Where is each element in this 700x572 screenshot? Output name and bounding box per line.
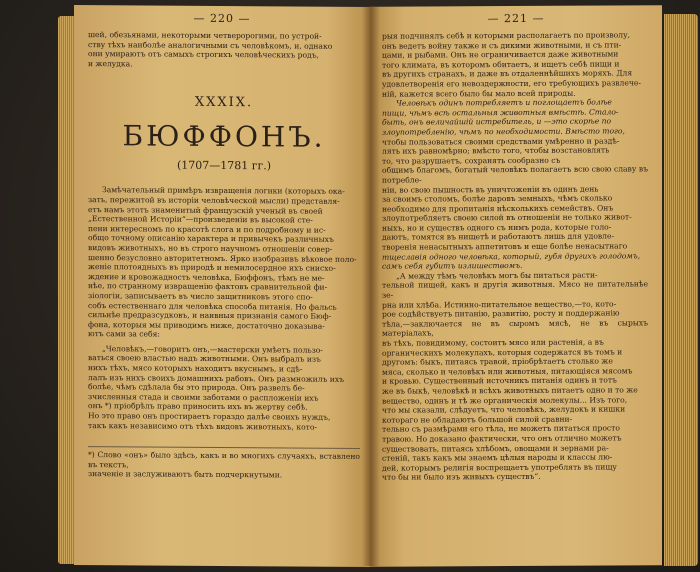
text-line: видовъ животныхъ, но въ строго научномъ отношеніи совер-	[88, 243, 333, 254]
text-line: лалъ изъ нихъ своихъ домашнихъ рабовъ. Онъ размножилъ ихъ	[88, 372, 344, 384]
right-page-edges	[664, 14, 698, 566]
text-line: ваться своею властью надъ животными. Онъ выбралъ изъ	[88, 353, 321, 365]
left-page-number: — 220 —	[193, 11, 251, 26]
text-line: пищи, чѣмъ всѣ остальныя животныя вмѣстѣ. Стало-	[382, 107, 619, 118]
left-body-paragraph	[88, 185, 360, 340]
text-line: „Естественной Исторіи“—произведеніи въ высокой сте-	[88, 214, 313, 225]
text-line: ній, кажется всего было бы мало всей природы.	[382, 88, 576, 99]
text-line: ныхъ, но и существъ одного съ нимъ рода, которые голо-	[382, 222, 612, 233]
text-line: и желудка.	[88, 58, 133, 69]
text-line: другомъ: быкъ, питаясь травой, пріобрѣтаетъ столько же	[382, 356, 613, 367]
text-line: и кровью. Существенный источникъ питанія одинъ и тотъ	[382, 375, 617, 387]
text-line: существовать, питаясь хлѣбомъ, овощами и зернами ра-	[382, 443, 609, 454]
text-line: женіе плотоядныхъ въ природѣ и немилосердное ихъ снисхо-	[88, 262, 336, 273]
right-page-number: — 221 —	[487, 11, 545, 26]
chapter-number: XXXIX.	[194, 95, 254, 111]
text-line: онъ ведетъ войну также и съ дикими животными, и съ пти-	[382, 40, 622, 51]
text-line: быть, онъ величайшій истребитель, и —это скорѣе по	[382, 116, 612, 128]
text-line: того климата, въ которомъ обитаетъ, и ищетъ себѣ пищи и	[382, 59, 620, 70]
text-line: тщеславія одного человѣка, который, губя другихъ голодомъ,	[382, 251, 641, 262]
text-line: пени интересномъ по красотѣ слога и по подробному и ис-	[88, 223, 326, 235]
text-line: ніи, во свою пышность въ уничтоженіи въ одинъ день	[382, 184, 599, 195]
text-line: болѣе, чѣмъ сдѣлала бы это природа. Онъ развелъ бе-	[88, 382, 305, 393]
text-line: за своимъ столомъ, болѣе даровъ земныхъ, чѣмъ сколько	[382, 193, 613, 204]
text-line: злоупотребленію, чѣмъ по необходимости. Вмѣсто того,	[382, 126, 625, 137]
text-line: Замѣчательный примѣръ извращенія логики (которыхъ ока-	[102, 185, 345, 197]
text-line: самъ себя губитъ излишествомъ.	[382, 261, 523, 271]
text-line: цами, и рыбами. Онъ не ограничивается даже животными	[382, 49, 619, 60]
text-line: въ тѣхъ, повидимому, состоитъ мясо или растенія, а въ	[382, 337, 604, 348]
text-line: въ другихъ странахъ, и даже въ отдаленнѣйшихъ моряхъ. Для	[382, 68, 633, 80]
text-line: Но это право онъ простираетъ гораздо далѣе своихъ нуждъ,	[88, 411, 331, 422]
text-line: Человѣкъ одинъ потребляетъ и поглощаетъ болѣе	[396, 97, 612, 108]
right-body-text	[382, 30, 648, 482]
text-line: нѣе, по странному извращенію фактовъ сравнительной фи-	[88, 281, 328, 293]
text-line: общо точному описанію характера и привычекъ различныхъ	[88, 233, 334, 245]
text-line: творенія ненасытныхъ аппетитовъ и еще болѣе ненасытнаго	[382, 241, 628, 252]
text-line: они умираютъ отъ самыхъ строгихъ человѣческихъ родъ,	[88, 49, 319, 60]
text-line: что мы сказали, слѣдуетъ, что человѣкъ, желудокъ и кишки	[382, 404, 626, 415]
left-page	[74, 5, 370, 567]
text-line: нихъ тѣхъ, мясо которыхъ находитъ вкуснымъ, и сдѣ-	[88, 363, 303, 374]
text-line: лять ихъ равномѣрно; вмѣсто того, чтобы возстановлять	[382, 145, 610, 156]
text-line: ству тѣхъ наиболѣе аналогичными съ человѣкомъ, и, однако	[88, 39, 333, 51]
text-line: „А между тѣмъ человѣкъ могъ бы питаться расти-	[396, 270, 598, 281]
open-book	[62, 6, 692, 568]
left-quote-paragraph	[88, 344, 360, 432]
text-line: зіологіи, записываетъ въ число защитниковъ этого спо-	[88, 290, 313, 302]
right-page	[370, 5, 662, 567]
text-line: сильнѣе предразсудковъ, и наивныя признанія самого Бюф-	[88, 310, 332, 321]
text-line: злоупотребляетъ своею силой въ отношеніи не только живот-	[382, 212, 632, 223]
text-line: собъ естественнаго для человѣка способа питанія. Но фальсь	[88, 300, 337, 312]
chapter-title: БЮФФОНЪ.	[122, 119, 326, 155]
text-line: „Человѣкъ,—говоритъ онъ,—мастерски умѣетъ пользо-	[102, 344, 323, 355]
text-line: тѣла,—заключается не въ сыромъ мясѣ, не въ сырыхъ матеріалахъ,	[382, 318, 648, 339]
text-line: зчисленныя стада и своими заботами о распложеніи ихъ	[88, 391, 319, 403]
text-line: необходимо для пропитанія нѣсколькихъ семействъ. Онъ	[382, 203, 614, 214]
text-line: котораго не обладаютъ большой силой сравни-	[382, 414, 573, 425]
text-line: травою. Но доказано фактически, что онъ отлично можетъ	[382, 433, 622, 444]
left-footnote	[88, 446, 360, 481]
text-line: тельной пищей, какъ и другія животныя. Мясо не питательнѣе зе-	[382, 279, 648, 300]
text-line: вещество, одинъ и тѣ же органическія молекулы... Изъ того,	[382, 394, 628, 406]
text-line: *) Слово «онъ» было здѣсь, какъ и во многихъ случаяхъ, вставлено въ текстъ,	[88, 450, 360, 470]
text-line: мяса, сколько и человѣкъ или животныя, питающіяся мясомъ	[382, 366, 633, 377]
text-line: такъ какъ независимо отъ тѣхъ видовъ животныхъ, кото-	[88, 420, 317, 432]
text-line: дей, которымъ религія воспрещаетъ употреблять въ пищу	[382, 462, 617, 473]
text-line: рыя подчинялъ себѣ и которыми располагаетъ по произволу,	[382, 30, 630, 41]
left-top-paragraph	[88, 30, 360, 70]
chapter-dates: (1707—1781 гг.)	[176, 159, 272, 173]
text-line: онъ *) пріобрѣлъ право приносить ихъ въ жертву себѣ.	[88, 401, 308, 413]
text-line: тельно съ размѣрами его тѣла, не можетъ питаться просто	[382, 423, 620, 435]
text-line: что бы ни было изъ живыхъ существъ“.	[382, 472, 541, 483]
text-line: ждение и кровожадность человѣка, Бюффонъ, тѣмъ не ме-	[88, 271, 325, 283]
text-line: то, что разрушаетъ, сохранять сообразно съ	[382, 155, 561, 166]
text-line: шей, обезьянами, некоторыми четверорогими, по устрой-	[88, 30, 322, 41]
text-line: зать, пережитой въ исторіи человѣческой мысли) представля-	[88, 195, 340, 206]
text-line: шенно безусловно авторитетномъ. Ярко изобразивъ вѣковое поло-	[88, 252, 357, 264]
text-line: рое содѣйствуетъ питанію, развитію, росту и поддержанію	[382, 308, 620, 319]
text-line: же въ быкѣ, человѣкѣ и всѣхъ животныхъ питаетъ одно и то же	[382, 385, 638, 396]
text-line: чтобы пользоваться своими средствами умѣренно и раздѣ-	[382, 135, 620, 147]
text-line: фона, которыя мы приводимъ ниже, достаточно доказыва-	[88, 319, 325, 331]
book-gutter	[362, 6, 380, 566]
text-line: етъ намъ этотъ знаменитый французскій ученый въ своей	[88, 204, 323, 216]
text-line: ютъ сами за себя:	[88, 329, 160, 339]
text-line: стеній, такъ какъ мы знаемъ цѣлыя народы и классы лю-	[382, 452, 613, 463]
text-line: значеніе и заслуживаютъ быть подчеркнутыми.	[88, 469, 283, 480]
text-line: общимъ благомъ, богатый человѣкъ полагаетъ всю свою славу въ потребле-	[382, 164, 648, 185]
text-line: удовлетворенія его невоздержности, его требующихъ развлече-	[382, 78, 641, 89]
text-line: органическихъ молекулахъ, которыя содержатся въ томъ и	[382, 347, 623, 358]
text-line: рна или хлѣба. Истинно-питательное вещество,—то, кото-	[382, 299, 617, 310]
text-line: даютъ, томятся въ нищетѣ и работаютъ лишь для удовле-	[382, 231, 615, 243]
